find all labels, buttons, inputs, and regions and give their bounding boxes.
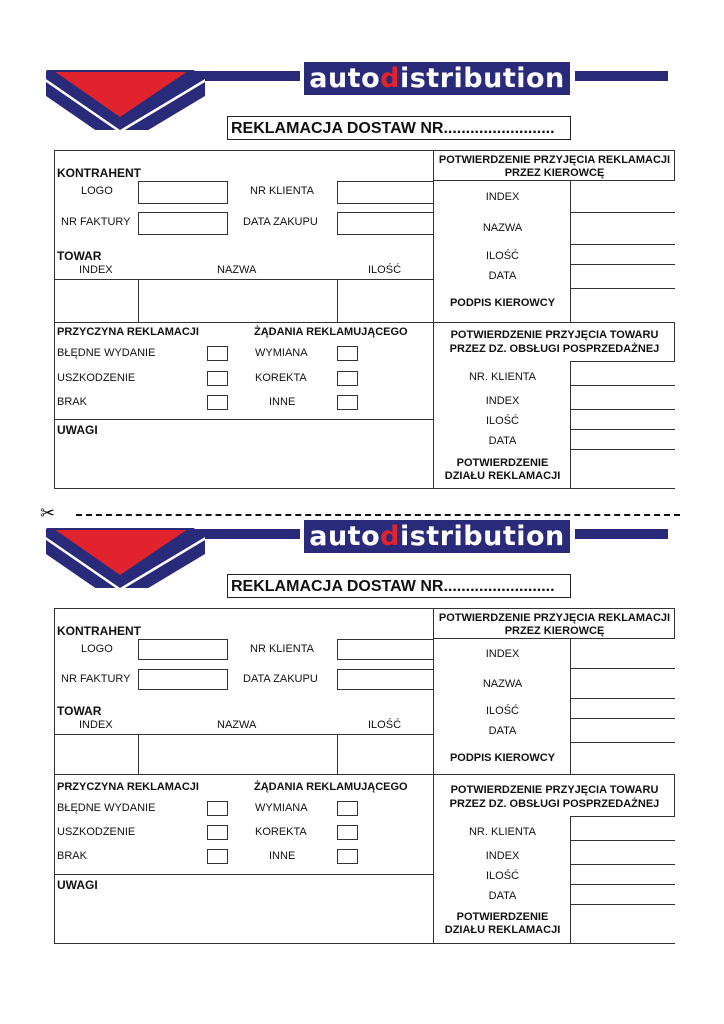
logo-field[interactable] <box>138 639 228 660</box>
towar-heading: TOWAR <box>57 249 102 263</box>
towaru-nr-klienta-field[interactable] <box>570 816 675 841</box>
dzial-reklamacji-field[interactable] <box>570 904 675 943</box>
podpis-kierowcy-label: PODPIS KIEROWCY <box>449 752 556 764</box>
nr-klienta-field[interactable] <box>337 639 434 660</box>
reason-brak-checkbox[interactable] <box>207 395 228 410</box>
kierowca-ilosc-label: ILOŚĆ <box>485 250 519 262</box>
nr-klienta-field[interactable] <box>337 181 434 204</box>
towaru-data-field[interactable] <box>570 429 675 450</box>
towaru-data-field[interactable] <box>570 884 675 905</box>
kierowca-heading: POTWIERDZENIE PRZYJĘCIA REKLAMACJI PRZEZ KIEROWCĘ <box>438 154 671 179</box>
przyczyna-heading: PRZYCZYNA REKLAMACJI <box>57 326 199 338</box>
towaru-index-field[interactable] <box>570 385 675 410</box>
podpis-kierowcy-label: PODPIS KIEROWCY <box>449 297 556 309</box>
kierowca-index-label: INDEX <box>485 648 520 660</box>
demand-inne-checkbox[interactable] <box>337 849 358 864</box>
kontrahent-heading: KONTRAHENT <box>57 624 141 638</box>
uwagi-heading: UWAGI <box>57 878 98 892</box>
towar-index-label: INDEX <box>79 264 113 276</box>
towar-index-field[interactable] <box>55 279 139 323</box>
towaru-nr-klienta-label: NR. KLIENTA <box>468 826 537 838</box>
form-title: REKLAMACJA DOSTAW NR......................... <box>227 116 571 140</box>
demand-korekta-checkbox[interactable] <box>337 825 358 840</box>
reason-bledne-wydanie-checkbox[interactable] <box>207 801 228 816</box>
reason-uszkodzenie-checkbox[interactable] <box>207 825 228 840</box>
kierowca-index-field[interactable] <box>570 180 675 213</box>
demand-wymiana-checkbox[interactable] <box>337 801 358 816</box>
kierowca-ilosc-field[interactable] <box>570 698 675 719</box>
towaru-nr-klienta-field[interactable] <box>570 361 675 386</box>
dzial-reklamacji-label: POTWIERDZENIE DZIAŁU REKLAMACJI <box>444 457 561 482</box>
kierowca-data-label: DATA <box>488 725 517 737</box>
towar-nazwa-field[interactable] <box>138 734 338 775</box>
demand-wymiana-label: WYMIANA <box>255 347 308 359</box>
zadania-heading: ŻĄDANIA REKLAMUJĄCEGO <box>254 781 408 793</box>
reason-brak-label: BRAK <box>57 850 87 862</box>
kierowca-nazwa-label: NAZWA <box>482 678 523 690</box>
kierowca-data-label: DATA <box>488 270 517 282</box>
reason-bledne-wydanie-checkbox[interactable] <box>207 346 228 361</box>
kierowca-nazwa-label: NAZWA <box>482 222 523 234</box>
data-zakupu-field[interactable] <box>337 212 434 235</box>
towaru-index-field[interactable] <box>570 840 675 865</box>
complaint-form-2 <box>0 458 724 936</box>
towar-index-field[interactable] <box>55 734 139 775</box>
towar-nazwa-field[interactable] <box>138 279 338 323</box>
przyczyna-heading: PRZYCZYNA REKLAMACJI <box>57 781 199 793</box>
demand-korekta-checkbox[interactable] <box>337 371 358 386</box>
towar-heading: TOWAR <box>57 704 102 718</box>
nr-faktury-label: NR FAKTURY <box>61 673 131 685</box>
reason-bledne-wydanie-label: BŁĘDNE WYDANIE <box>57 802 156 814</box>
towar-index-label: INDEX <box>79 719 113 731</box>
demand-inne-checkbox[interactable] <box>337 395 358 410</box>
towaru-index-label: INDEX <box>485 850 520 862</box>
nr-faktury-field[interactable] <box>138 669 228 690</box>
logo-field[interactable] <box>138 181 228 204</box>
towaru-ilosc-field[interactable] <box>570 409 675 430</box>
reason-brak-checkbox[interactable] <box>207 849 228 864</box>
kierowca-data-field[interactable] <box>570 264 675 289</box>
demand-korekta-label: KOREKTA <box>255 826 307 838</box>
nr-klienta-label: NR KLIENTA <box>250 185 314 197</box>
towaru-ilosc-field[interactable] <box>570 864 675 885</box>
kierowca-heading: POTWIERDZENIE PRZYJĘCIA REKLAMACJI PRZEZ KIEROWCĘ <box>438 612 671 637</box>
kierowca-data-field[interactable] <box>570 718 675 743</box>
zadania-heading: ŻĄDANIA REKLAMUJĄCEGO <box>254 326 408 338</box>
kierowca-index-label: INDEX <box>485 191 520 203</box>
reason-uszkodzenie-label: USZKODZENIE <box>57 372 136 384</box>
kierowca-nazwa-field[interactable] <box>570 668 675 699</box>
form-grid <box>54 608 675 944</box>
towaru-heading: POTWIERDZENIE PRZYJĘCIA TOWARU PRZEZ DZ. OBSŁUGI POSPRZEDAŻNEJ <box>449 784 660 810</box>
kierowca-ilosc-field[interactable] <box>570 244 675 265</box>
towar-ilosc-field[interactable] <box>337 279 434 323</box>
nr-faktury-field[interactable] <box>138 212 228 235</box>
kierowca-ilosc-label: ILOŚĆ <box>485 705 519 717</box>
company-logo: autodistribution <box>304 62 570 95</box>
data-zakupu-label: DATA ZAKUPU <box>243 673 318 685</box>
dzial-reklamacji-label: POTWIERDZENIE DZIAŁU REKLAMACJI <box>444 911 561 936</box>
towaru-data-label: DATA <box>488 435 517 447</box>
kierowca-index-field[interactable] <box>570 638 675 669</box>
complaint-form-1 <box>0 0 724 482</box>
form-title: REKLAMACJA DOSTAW NR......................... <box>227 574 571 598</box>
uwagi-heading: UWAGI <box>57 423 98 437</box>
towar-nazwa-label: NAZWA <box>217 264 257 276</box>
logo-label: LOGO <box>81 185 113 197</box>
towaru-ilosc-label: ILOŚĆ <box>485 415 519 427</box>
demand-inne-label: INNE <box>269 850 296 862</box>
nr-faktury-label: NR FAKTURY <box>61 216 131 228</box>
demand-wymiana-checkbox[interactable] <box>337 346 358 361</box>
podpis-kierowcy-field[interactable] <box>570 742 675 775</box>
company-logo: autodistribution <box>304 520 570 553</box>
scissors-icon: ✂ <box>40 503 56 523</box>
reason-uszkodzenie-checkbox[interactable] <box>207 371 228 386</box>
reason-brak-label: BRAK <box>57 396 87 408</box>
towaru-index-label: INDEX <box>485 395 520 407</box>
form-grid <box>54 150 675 489</box>
towar-ilosc-label: ILOŚĆ <box>368 719 402 731</box>
demand-inne-label: INNE <box>269 396 296 408</box>
data-zakupu-label: DATA ZAKUPU <box>243 216 318 228</box>
reason-bledne-wydanie-label: BŁĘDNE WYDANIE <box>57 347 156 359</box>
demand-korekta-label: KOREKTA <box>255 372 307 384</box>
towaru-heading: POTWIERDZENIE PRZYJĘCIA TOWARU PRZEZ DZ. OBSŁUGI POSPRZEDAŻNEJ <box>449 329 660 355</box>
data-zakupu-field[interactable] <box>337 669 434 690</box>
kierowca-nazwa-field[interactable] <box>570 212 675 245</box>
towaru-ilosc-label: ILOŚĆ <box>485 870 519 882</box>
towaru-data-label: DATA <box>488 890 517 902</box>
reason-uszkodzenie-label: USZKODZENIE <box>57 826 136 838</box>
towar-ilosc-field[interactable] <box>337 734 434 775</box>
towaru-nr-klienta-label: NR. KLIENTA <box>468 371 537 383</box>
logo-label: LOGO <box>81 643 113 655</box>
nr-klienta-label: NR KLIENTA <box>250 643 314 655</box>
towar-ilosc-label: ILOŚĆ <box>368 264 402 276</box>
towar-nazwa-label: NAZWA <box>217 719 257 731</box>
kontrahent-heading: KONTRAHENT <box>57 166 141 180</box>
podpis-kierowcy-field[interactable] <box>570 288 675 323</box>
demand-wymiana-label: WYMIANA <box>255 802 308 814</box>
